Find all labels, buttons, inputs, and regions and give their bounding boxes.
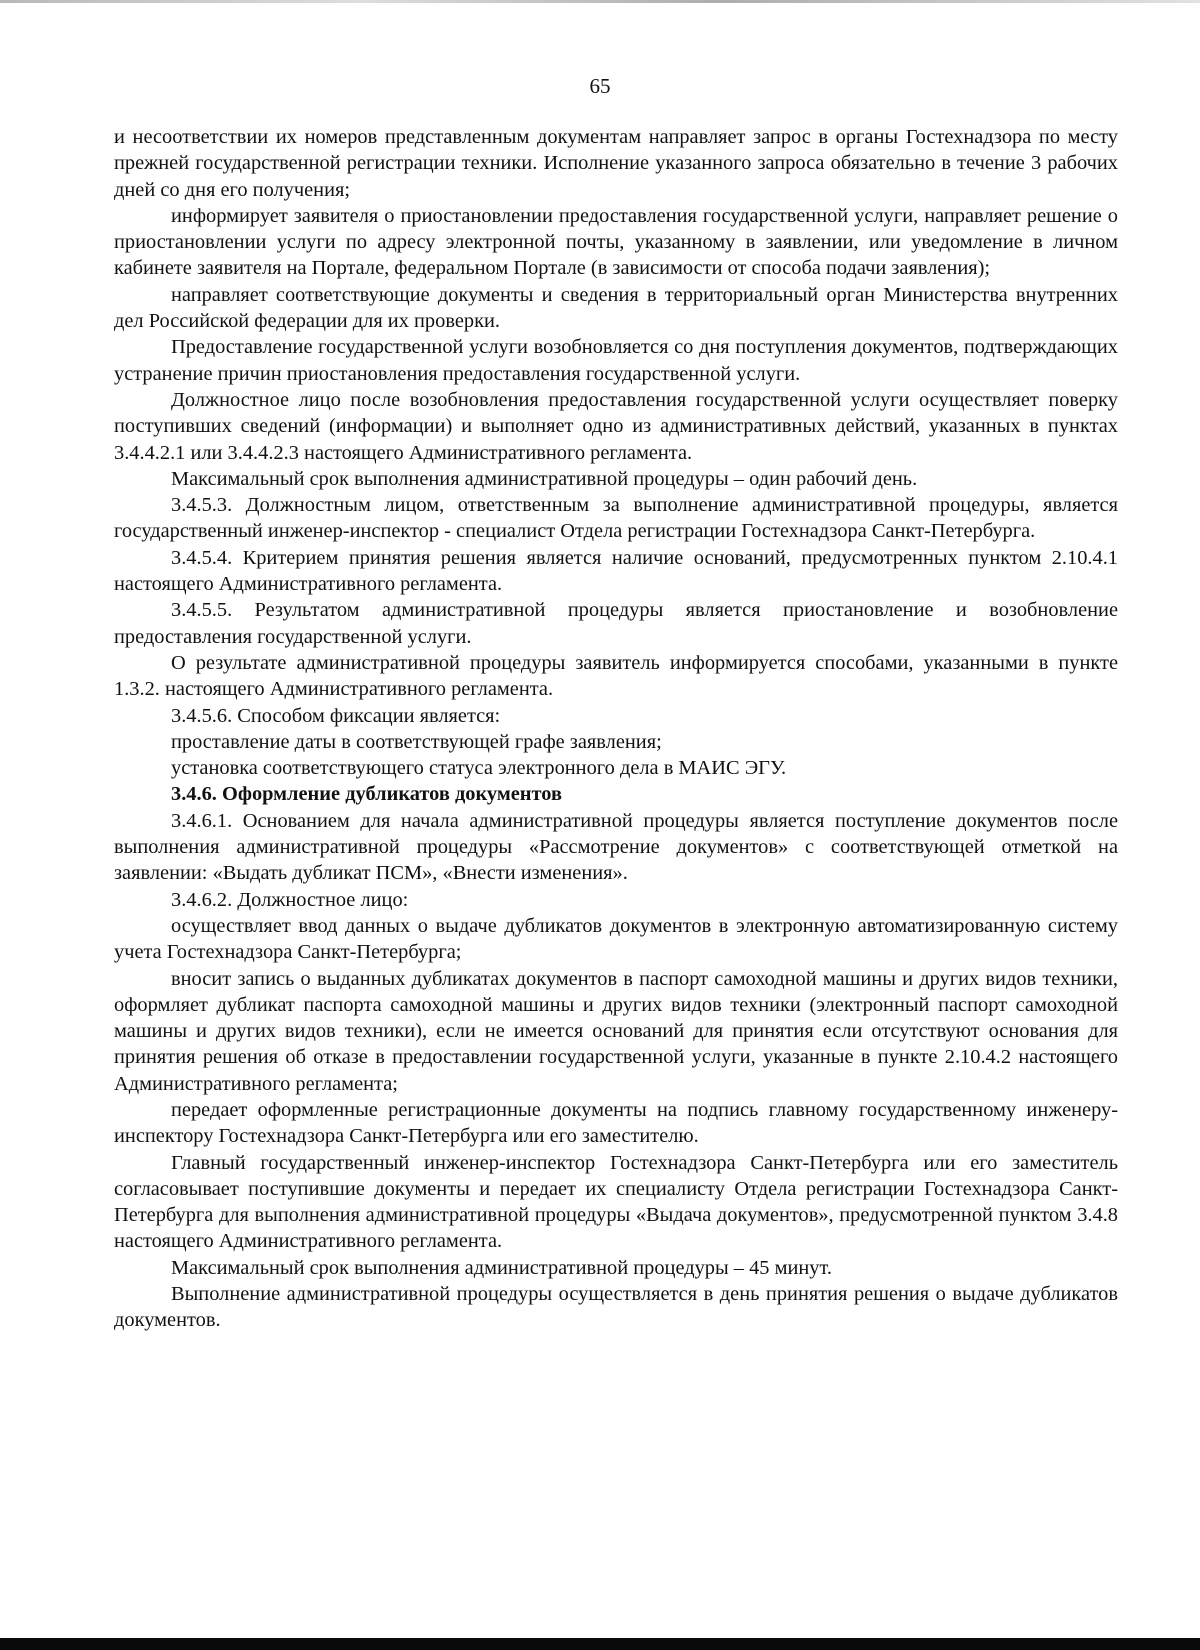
paragraph: О результате административной процедуры заявитель информируется способами, указанными в пункте 1.3.2. настоящего Административного регламента. [114,651,1118,701]
paragraph: Должностное лицо после возобновления предоставления государственной услуги осуществляет поверку поступивших сведений (информации) и выполняет одно из административных действий, указанных в пунктах 3.4.4.2.1 или 3.4.4.2.3 настоящего Административного регламента. [114,388,1118,464]
paragraph: 3.4.6.2. Должностное лицо: [171,888,409,911]
document-body [114,124,1118,1334]
paragraph: установка соответствующего статуса электронного дела в МАИС ЭГУ. [171,757,787,780]
paragraph: 3.4.6.1. Основанием для начала административной процедуры является поступление документов после выполнения административной процедуры «Рассмотрение документов» с соответствующей отметкой на заявлении: «Выдать дубликат ПСМ», «Внести изменения». [114,809,1118,885]
paragraph: и несоответствии их номеров представленным документам направляет запрос в органы Гостехнадзора по месту прежней государственной регистрации техники. Исполнение указанного запроса обязательно в течение 3 рабочих дней со дня его получения; [114,126,1118,201]
scan-edge-bottom [0,1638,1200,1650]
paragraph: 3.4.5.6. Способом фиксации является: [171,704,501,727]
paragraph: проставление даты в соответствующей графе заявления; [171,730,662,753]
paragraph: 3.4.5.5. Результатом административной процедуры является приостановление и возобновление предоставления государственной услуги. [114,599,1118,648]
paragraph: Выполнение административной процедуры осуществляется в день принятия решения о выдаче дубликатов документов. [114,1283,1118,1332]
page-number: 65 [589,74,611,98]
paragraph: Предоставление государственной услуги возобновляется со дня поступления документов, подтверждающих устранение причин приостановления предоставления государственной услуги. [114,336,1118,385]
section-heading: 3.4.6. Оформление дубликатов документов [171,783,562,806]
scan-edge-top [0,0,1200,3]
paragraph: 3.4.5.3. Должностным лицом, ответственным за выполнение административной процедуры, является государственный инженер-инспектор - специалист Отдела регистрации Гостехнадзора Санкт-Петербурга. [114,494,1118,543]
paragraph: 3.4.5.4. Критерием принятия решения является наличие оснований, предусмотренных пунктом 2.10.4.1 настоящего Административного регламента. [114,546,1118,596]
paragraph: осуществляет ввод данных о выдаче дубликатов документов в электронную автоматизированную систему учета Гостехнадзора Санкт-Петербурга; [114,914,1118,964]
paragraph: Главный государственный инженер-инспектор Гостехнадзора Санкт-Петербурга или его заместитель согласовывает поступившие документы и передает их специалисту Отдела регистрации Гостехнадзора Санкт-Петербурга для выполнения административной процедуры «Выдача документов», предусмотренной пунктом 3.4.8 настоящего Административного регламента. [114,1151,1118,1253]
paragraph: информирует заявителя о приостановлении предоставления государственной услуги, направляет решение о приостановлении услуги по адресу электронной почты, указанному в заявлении, или уведомление в личном кабинете заявителя на Портале, федеральном Портале (в зависимости от способа подачи заявления); [114,204,1118,280]
paragraph: Максимальный срок выполнения административной процедуры – 45 минут. [171,1256,832,1279]
paragraph: Максимальный срок выполнения административной процедуры – один рабочий день. [171,467,918,490]
paragraph: направляет соответствующие документы и сведения в территориальный орган Министерства внутренних дел Российской федерации для их проверки. [114,283,1118,333]
paragraph: вносит запись о выданных дубликатах документов в паспорт самоходной машины и других видов техники, оформляет дубликат паспорта самоходной машины и других видов техники (электронный паспорт самоходной машины и других видов техники), если не имеется оснований для принятия если отсутствуют основания для принятия решения об отказе в предоставлении государственной услуги, указанные в пункте 2.10.4.2 настоящего Административного регламента; [114,967,1118,1095]
paragraph: передает оформленные регистрационные документы на подпись главному государственному инженеру-инспектору Гостехнадзора Санкт-Петербурга или его заместителю. [114,1098,1118,1148]
